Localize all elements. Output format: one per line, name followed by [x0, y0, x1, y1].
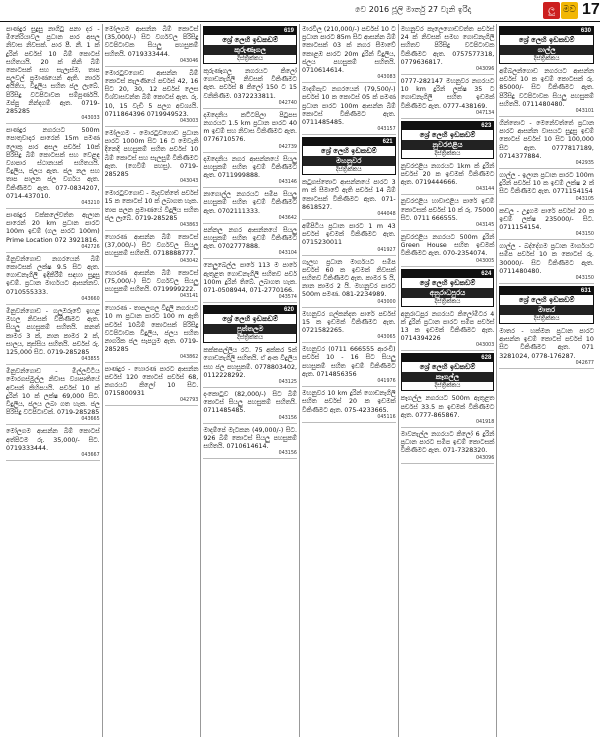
section-heading	[401, 353, 495, 391]
logo-right-mark: මව	[561, 2, 578, 19]
ad-text: මාදම්පේ මැටකන (49,000/-) සිට. 926 බිම් කොටස් සියලු පහසුකම් සහිතයි. 0710614614.	[203, 426, 297, 451]
classified-ad	[203, 425, 297, 460]
classified-ad	[203, 225, 297, 260]
section-sub: දිස්ත්‍රික්කය	[204, 55, 296, 63]
ad-code: 042793	[105, 398, 199, 406]
classified-ad	[6, 306, 100, 365]
classified-ad	[401, 393, 495, 428]
classified-ad	[203, 66, 297, 109]
ad-code: 042677	[499, 361, 594, 369]
ad-text: මහනුවර 10 km දුරින් ගොඩනැගිලි සහිත පර්චස් 20 ක ඉඩමක් විකිණීමට ඇත. 075-4233665.	[301, 390, 396, 414]
ad-code: 043046	[105, 59, 199, 67]
ad-text: දඹදෙනිය නගර ආසන්නයේ සියලු පහසුකම් සහිත ඉඩම් විකිණීමට ඇත. 0711999888.	[203, 155, 297, 180]
ad-text: මහනුවර කැලෙගොඩවත්ත පර්චස් 24 ක් නිවසක් සමඟ ගොඩනැගිලි සහිතව පිරිසිදු වටපිටාවක විකිණීමට ඇත. 0757577318, 0779636817.	[400, 26, 495, 66]
classified-ad	[401, 429, 495, 464]
classified-ad	[302, 257, 396, 308]
ad-code: 041927	[302, 248, 396, 256]
classified-ad	[6, 24, 100, 124]
ad-text: නුවරඑළිය හාවාඑළිය පාරේ ඉඩම් කොටසක් පර්චස් 10 ක් රු. 75000 සිට. 0711 666555.	[400, 198, 495, 222]
ad-code: 043043	[105, 179, 199, 187]
ad-text: හොරණ ආසන්න බිම් කොටස් (37,000/-) සිට වර්ගවල සියලු පහසුකම් සහිතයි. 0718888777.	[104, 234, 199, 258]
ad-text: දඹදෙනිය කට්ටපිලා පිටුපස නගරයට 1.5 km ප්‍රධාන පාරට 40 m ඉඩම් සහ නිවාස විකිණීමට ඇත. 0776710576.	[203, 111, 297, 144]
ad-code: 043033	[6, 116, 100, 124]
ad-text: මිනුවන්ගොඩ - ගලුඔරුවේ ඉහළ මහල නිවසක් විකිණීමට ඇත. සියලු පහසුකම් සහිතයි. කනත් කාමර 3 ක්, නාන කාමර 2 ක්, සාලය, කුස්සිය සහිතයි. පර්චස් රු. 125,000 සිට. 0719-285285	[6, 307, 100, 356]
ad-code: 043083	[302, 75, 396, 83]
ad-code: 043156	[203, 451, 297, 459]
ad-text: කුරුණෑගල නගරයට කිලෝ ගොඩනැගිලි නිවසක් විකිණීමට ඇත. පර්චස් 8 කිලෝ 150 ට 15 වනිකිණීම. 0372233811.	[203, 68, 297, 100]
classified-ad	[6, 254, 100, 305]
section-num: 619	[204, 27, 296, 35]
classified-ad	[302, 388, 396, 423]
section-sub: දිස්ත්‍රික්කය	[500, 315, 593, 323]
classified-ad	[401, 24, 495, 75]
ad-code: 042739	[203, 145, 297, 153]
classified-ad	[302, 309, 396, 344]
classified-ad	[6, 125, 100, 209]
ad-text: නෙලුබෙල්ල පාරේ 113 ම පාරේ ඇතුළත ගොඩනැගිලි සහිතව පර්ච 100m දුරින් තිබේ. ලබාගත හැක. 071-0508944, 071-2770166.	[203, 262, 297, 295]
section-sub: දිස්ත්‍රික්කය	[402, 150, 494, 158]
ad-text: මාදම්පැව නගරයෙන් (79,500/-) පර්චස් 10 ක කොටස් 05 ක් පමණ ප්‍රධාන පාරට 100m ආසන්න බිම් කොටස් විකිණීමට ඇත. 0711485485.	[301, 86, 396, 127]
section-heading	[499, 26, 594, 64]
section-heading	[203, 305, 297, 343]
ad-code: 043003	[105, 119, 199, 127]
ad-code: 043005	[401, 259, 495, 267]
ad-text: මොරටුවගොඩ ආසන්න බිම් කොටස් කැලණියේ පර්චස් 42, 16 සිට 20, 30, 12 පර්චස් ලෙස විශ්වාසවන්ත බිම් කොටස් ඇත. රු. 10, 15 වැඩි 5 පලග අවශ්‍යයි. 0711864396 0719949523.	[104, 69, 199, 118]
classified-ad	[302, 344, 396, 387]
ad-code: 043003	[401, 343, 495, 351]
ad-text: පාණදුර සුදුසු නාගිටු පනා දර - මීනේරියාවල ප්‍රධාන පාර අසල නිවාස නිවසක්. පාර පී. නී. 1 ක් දුරින් පර්චස් 10 බිම් කොටස් සහිතයයි. 20 ක් කිනි බිම් කොටසක් සහ සැලැස්ම, තාප පලවල් ප්‍රමාණයෙන් ඇති. නාර්ර අයිතිය, විදුලිය සහිත ජල ලැබේ. පිරිසිදු වටපිටාවක සම්පූර්ණයි. ඔප්පු නින්දගම් ඇත. 0719-285285	[6, 26, 100, 116]
classified-ad	[499, 170, 594, 205]
ad-code: 043065	[302, 335, 396, 343]
section-district: කුරුණෑගල	[204, 45, 296, 55]
classified-ad	[401, 309, 495, 352]
classified-ad	[105, 364, 199, 407]
section-district: ගාල්ල	[500, 45, 593, 55]
newspaper-logo	[543, 2, 579, 20]
classified-ad	[401, 232, 495, 267]
ad-code: 043667	[6, 453, 100, 461]
ad-text: නුවරඑළිය නගරයට 500m දුරින් Green House සහිත ඉඩමක් විකිණීමට ඇත. 070-2354074.	[400, 234, 495, 258]
ad-code: 043210	[6, 201, 100, 209]
ad-text: කටුගස්තොට ආසන්නයේ පාරට 3 m ක් සීමාවේ ඇති පර්චස් 14 බිම් කොටසක් විකිණීමට ඇත. 071-8618527.	[301, 179, 396, 211]
classified-ad	[203, 260, 297, 303]
ad-text: මොරටුවගොඩ - මැදවත්තේ පර්චස් 15 ක කොටස් 10 ක් ලබාගත හැක. තාප පලන ප්‍රමාණයේ විදුලිය සහිත ජල ලැබේ. 0719-285285	[104, 190, 199, 222]
ad-code: 041918	[401, 420, 495, 428]
ad-text: හොරණ - තාපලගල විදුලි නගරයට 10 m ප්‍රධාන පාරට 100 m ඇති පර්චස් 10බිම් කොටසක් පිරිසිදු වටපිටාවක විදුලිය, ජලය සහිත නාගරික ජල සැපයුම ඇත. 0719-285285	[104, 305, 199, 354]
section-district: අනුරාධපුරය	[402, 288, 494, 298]
ad-text: මෝලගම ආසන්න බිම් කොටස් (35,000/-) සිට වර්ගවල පිරිසිදු වටපිටාවක සියලු පහසුකම් සහිතයි. 0719333444.	[104, 26, 199, 58]
ad-code: 043144	[401, 187, 495, 195]
ad-code: 042740	[203, 101, 297, 109]
classified-ad	[203, 189, 297, 224]
section-heading	[302, 137, 396, 175]
section-num: 623	[402, 122, 494, 130]
ad-text: මිනුවන්ගොඩ - මිල්ලවිටිය මොරගස්මුල්ල නිවාස ව්‍යාපෘතියේ අවසන් කිහිපයයි. පර්චස් 10 ක් දුරින් 10 ක් ලක්ෂ 69,000 සිට. විදුලිය, ජලය ලබා ගත හැක. ජල පිරිසිදු වටපිටාවක්. 0719-285285	[6, 368, 100, 417]
section-heading	[499, 286, 594, 324]
classified-column	[497, 24, 596, 737]
classified-ad	[105, 24, 199, 67]
classified-ad	[105, 303, 199, 362]
classified-ad	[401, 76, 495, 119]
section-num: 620	[204, 306, 296, 314]
page-number: 17	[582, 1, 600, 18]
section-title: ශ්‍රේ ලෙහි ඉඩකඩම්	[204, 35, 296, 45]
ad-code: 041976	[302, 379, 396, 387]
classified-ad	[302, 177, 396, 220]
section-num: 631	[500, 287, 593, 295]
ad-code: 043863	[105, 223, 199, 231]
ad-code: 043665	[6, 417, 100, 425]
classified-column	[399, 24, 498, 737]
classified-column	[103, 24, 202, 737]
ad-text: මිනුවන්ගොඩ නගරයෙන් බිම් කොටසක් ලක්ෂ 9.5 සිට ඇත. ගොඩනැගිලි ඉදිකිරීම් සඳහා සුදුසු ඉඩම්. ප්‍රධාන මාර්ගයට ආසන්නව. 0710555333.	[6, 255, 100, 296]
section-title: ශ්‍රේ ලෙහි ඉඩකඩම්	[402, 278, 494, 288]
ad-text: නුවරඑළිය නගරයට 1km ක් දුරින් පර්චස් 20 ක ඉඩමක් විකිණීමට ඇත. 0719444666.	[400, 162, 495, 187]
ad-code: 043146	[203, 180, 297, 188]
classified-ad	[499, 241, 594, 284]
ad-text: මෝලගම - මොරටුවගොඩ ප්‍රධාන පාරට 1000m සිට 16 ට මෙවැනි දිනෙදි පහසුකම් සහිත පර්චස් 10 බිම් කොටස් සහ සැලසුම් විකිණීමට ඇත. (ගෙවීම් පහසු). 0719-285285	[104, 130, 199, 179]
ad-code: 043101	[499, 109, 594, 117]
ad-code: 043660	[6, 297, 100, 305]
page-date: වෙ 2016 ජූලි මාර්තු 27 වැනි ඉරිදා	[355, 5, 472, 14]
ad-code: 042726	[6, 245, 100, 253]
section-title: ශ්‍රේ ලෙහි ඉඩකඩම්	[204, 314, 296, 324]
ad-text: අම්පිටිය ප්‍රධාන පාරට 1 m 43 පර්චස් ඉඩමක් විකිණීමට ඇත. 0715230011	[301, 223, 396, 247]
ad-text: මහනුවර (0711 666555 ආරංචි) පර්චස් 10 - 16 සිට සියලු පහසුකම් සහිත ඉඩම් විකිණීමට ඇත. 0714856356	[301, 346, 396, 378]
section-title: ශ්‍රේ ලෙහි ඉඩකඩම්	[500, 35, 593, 45]
ad-code: 043105	[499, 197, 594, 205]
ad-text: මාරවිල (210,000/-) පර්චස් 10 ට ප්‍රධාන පාරට 85m සිට ආසන්න බිම් කොටසක් 03 ක් නගර සීමාවේ කොළඹ පාරට 20m දුරින් විදුලිය, ජලය පහසුකම් සහිතයි. 0710614614.	[301, 26, 396, 75]
classified-ad	[6, 426, 100, 461]
page-header	[0, 0, 600, 22]
classified-ad	[401, 161, 495, 196]
classified-ad	[203, 154, 297, 189]
ad-code: 043096	[401, 67, 495, 75]
ad-text: පාණදුර නගරයට 500m පොතුවාදාර පාරෙන් 15m පමණ ලොකු පාර අසල පර්චස් 10ක් පිරිසිදු බිම් කොටසක් සහ වෙළඳ ව්‍යාපාර ස්ථානයක් සහිතයයි. විදුලිය, ජලය ඇත. ජල නල සහ තාප පාලන ජල වර්ගය ඇත. විකිණීමට ඇත. 077-0834207, 0714-437010.	[6, 127, 100, 200]
ad-text: මෝලගම ආසන්න බිම් කොටස් අත්පිටම රු. 35,000/- සිට. 0719333444.	[6, 428, 100, 452]
classified-ad	[302, 221, 396, 256]
classified-ad	[203, 110, 297, 153]
ad-code: 043096	[401, 456, 495, 464]
ad-text: ගාල්ල - ඉලාන ප්‍රධාන පාරට 100m දුරින් පර්චස් 10 ක ඉඩම් ලක්ෂ 2 ක් සිට විකිණීමට ඇත. 0771154154	[499, 172, 594, 196]
classified-ad	[499, 66, 594, 117]
classified-ad	[499, 206, 594, 241]
section-title: ශ්‍රේ ලෙහි ඉඩකඩම්	[500, 295, 593, 305]
ad-code: 043574	[203, 295, 297, 303]
ad-code: 043642	[203, 216, 297, 224]
classified-ad	[203, 389, 297, 424]
ad-code: 043150	[499, 232, 594, 240]
ad-text: ගාල්ල - බද්දේගම ප්‍රධාන මාර්ගයට සමීප පර්චස් 10 ක කොටස් රු. 30000/- සිට විකිණීමට ඇත. 0711480480.	[499, 243, 594, 275]
ad-text: පාණදුර - හොරණ පාරට ආසන්න පර්චස් 120 කොටස් පර්චස් 68, නගරයට කිලෝ 10 සිට. 0715800931	[104, 365, 199, 398]
ad-text: නාගොල්ල නගරයට සමීප සියලු පහසුකම් සහිත ඉඩම් විකිණීමට ඇත. 0702111333.	[203, 191, 297, 215]
section-heading	[401, 269, 495, 307]
classified-ad	[6, 366, 100, 425]
section-district: පුත්තලම	[204, 324, 296, 334]
section-sub: දිස්ත්‍රික්කය	[204, 334, 296, 342]
ad-text: දංකොටුව (82,000/-) සිට බිම් කොටස් සියලු පහසුකම් සහිතයි. 0711485485.	[203, 391, 297, 415]
ad-text: අම්බලන්ගොඩ නගරයට ආසන්න පර්චස් 10 ක ඉඩම් කොටසක් රු. 85000/- සිට විකිණීමට ඇත. පිරිසිදු වටපිටාවක සියලු පහසුකම් සහිතයි. 0711480480.	[499, 68, 594, 108]
logo-left-mark: ලු	[543, 2, 560, 19]
section-heading	[401, 121, 495, 159]
classified-ad	[302, 84, 396, 135]
ad-code: 043157	[302, 127, 396, 135]
classified-ad	[105, 268, 199, 303]
ad-text: 0777-282147 මහනුවර නගරයට 10 km දුරින් ලක්ෂ 35 ට ගොඩනැගිලි සහිත ඉඩමක් විකිණීමට ඇත. 0777-438169.	[400, 78, 495, 110]
classifieds-columns	[4, 24, 596, 737]
ad-code: 047134	[401, 111, 495, 119]
section-num: 628	[402, 354, 494, 362]
ad-text: කක්කපල්ලිය රට. 75 අක්කර 5ක් ගොඩනැගිලි සහිතයි. ඒ අංක විදුලිය සහ ජල පහසුකම්. 0778803402, 0112228292.	[203, 347, 297, 379]
section-title: ශ්‍රේ ලෙහි ඉඩකඩම්	[402, 362, 494, 372]
classified-ad	[499, 118, 594, 169]
classified-column	[300, 24, 399, 737]
section-district: නුවරඑළිය	[402, 140, 494, 150]
ad-code: 043042	[105, 259, 199, 267]
ad-code: 043000	[302, 300, 396, 308]
section-district: මහනුවර	[303, 156, 395, 166]
ad-text: පාණදුර වක්කලේවත්ත ඇලාන පාරෙන් 20 km ප්‍රධාන පාරට 100m ඉඩම් (ගල පාරට 100m) Prime Location 072 3921816.	[6, 212, 100, 244]
classified-ad	[105, 68, 199, 127]
ad-code: 042935	[499, 161, 594, 169]
ad-code: 043145	[401, 223, 495, 231]
section-sub: දිස්ත්‍රික්කය	[500, 55, 593, 63]
section-num: 624	[402, 270, 494, 278]
section-heading	[203, 26, 297, 64]
section-title: ශ්‍රේ ලෙහි ඉඩකඩම්	[303, 146, 395, 156]
ad-code: 045116	[302, 415, 396, 423]
ad-code: 043125	[203, 380, 297, 388]
classified-ad	[105, 188, 199, 231]
classified-column	[201, 24, 300, 737]
classified-ad	[6, 210, 100, 253]
ad-code: 043156	[203, 416, 297, 424]
ad-text: හොරණ ආසන්න බිම් කොටස් (75,000/-) සිට වර්ගවල සියලු පහසුකම් සහිතයි. 0719999222.	[104, 269, 199, 294]
classified-ad	[105, 232, 199, 267]
ad-text: මාතර - හක්මන ප්‍රධාන පාරට ආසන්න ඉඩම් කොටස් පර්චස් 10 සිට විකිණීමට ඇත. 071 3281024, 0778-176287.	[499, 328, 594, 360]
classified-ad	[203, 345, 297, 388]
ad-text: අනුරාධපුර නගරයට කිලෝමීටර 4 ක් දුරින් ප්‍රධාන පාරට සමීප පර්චස් 13 ක ඉඩමක් විකිණීමට ඇත. 0714394226	[400, 310, 495, 343]
section-sub: දිස්ත්‍රික්කය	[402, 298, 494, 306]
ad-text: පන්නල නගර ආසන්නයේ සියලු පහසුකම් සහිත ඉඩම් විකිණීමට ඇත. 0702777888.	[203, 226, 297, 251]
ad-code: 043150	[499, 276, 594, 284]
ad-text: ගින්තොට - මෙනේවත්තේ ප්‍රධාන පාරට ආසන්න වාසයට සුදුසු ඉඩම් කොටස් පර්චස් 10 සිට 100,000 සිට ඇත. 0777817189, 0714377884.	[499, 120, 594, 160]
ad-code: 043104	[203, 251, 297, 259]
classified-ad	[401, 196, 495, 231]
ad-code: 043862	[105, 355, 199, 363]
section-num: 630	[500, 27, 593, 35]
classified-column	[4, 24, 103, 737]
section-district: මාතර	[500, 305, 593, 315]
ad-text: ගැලහ ප්‍රධාන මාර්ගයට සමීප පර්චස් 60 ක ඉඩමක් නිවසක් සහිතව විකිණීමට ඇත. කාමර 5 යි, නාන කාමර 2 යි. මහනුවර පාරට 500m පමණ. 081-2234989.	[301, 258, 396, 299]
section-num: 621	[303, 138, 395, 146]
section-district: කෑගල්ල	[402, 372, 494, 382]
classified-ad	[499, 326, 594, 369]
classified-ad	[105, 128, 199, 187]
classified-ad	[302, 24, 396, 83]
ad-text: මහනුවර ගල්කන්දත පාරේ පර්චස් 15 ක ඉඩමක් විකිණීමට ඇත. 0721582265.	[301, 310, 396, 335]
ad-text: කෑගල්ල නගරයට 500m ඇතුළත පර්චස් 33.5 ක ඉඩමක් විකිණීමට ඇත. 0777-865867.	[400, 395, 495, 419]
section-sub: දිස්ත්‍රික්කය	[402, 382, 494, 390]
section-title: ශ්‍රේ ලෙහි ඉඩකඩම්	[402, 130, 494, 140]
ad-code: 043855	[6, 357, 100, 365]
ad-text: කඩල - උදුගම පාරේ පර්චස් 20 ක ඉඩම් ලක්ෂ 235000/- සිට. 0711154154.	[499, 207, 594, 232]
ad-code: 043141	[105, 294, 199, 302]
ad-text: මාවනැල්ල නගරයට කිලෝ 6 දුරින් ප්‍රධාන පාරට සමීප ඉඩම් කොටසක් විකිණීමට ඇත. 071-7328320.	[400, 431, 495, 455]
ad-code: 044048	[302, 212, 396, 220]
section-sub: දිස්ත්‍රික්කය	[303, 166, 395, 174]
